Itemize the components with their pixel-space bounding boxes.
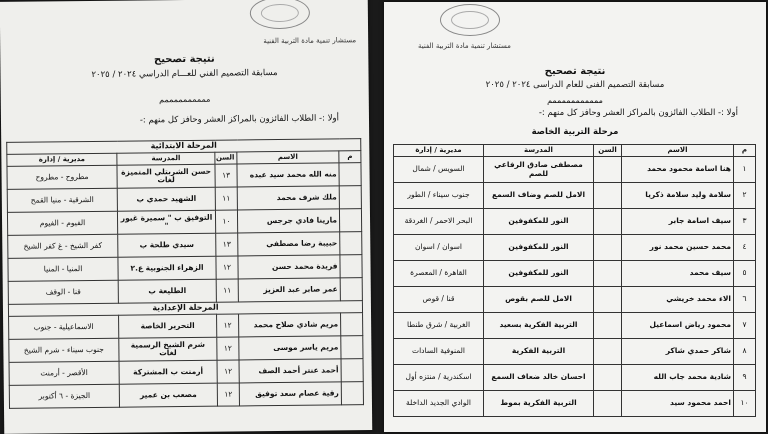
row-directorate: كفر الشيخ - غ كفر الشيخ bbox=[8, 234, 118, 258]
row-directorate: اسوان / اسوان bbox=[394, 235, 484, 261]
stage-primary-label: المرحلة الابتدائية bbox=[7, 139, 361, 155]
row-name: الاء محمد خريشي bbox=[622, 287, 734, 313]
row-name: محمود رياض اسماعيل bbox=[622, 313, 734, 339]
row-number: ١ bbox=[734, 157, 756, 183]
row-name: حبيبة رضا مصطفي bbox=[238, 232, 340, 256]
left-title: نتيجة تصحيح bbox=[153, 53, 215, 66]
stage-special-label: مرحلة التربية الخاصة bbox=[531, 127, 619, 137]
row-number bbox=[340, 232, 362, 255]
row-school: سيدي طلحة ب bbox=[118, 233, 216, 257]
row-school: التربية الفكرية بسعيد bbox=[484, 313, 594, 339]
row-number: ٨ bbox=[734, 339, 756, 365]
right-results-table bbox=[393, 144, 756, 417]
row-name: عمر صابر عبد العزيز bbox=[238, 278, 340, 302]
row-age: ١٠ bbox=[215, 210, 237, 233]
row-age bbox=[594, 339, 622, 365]
row-directorate: جنوب سيناء / الطور bbox=[394, 183, 484, 209]
row-age: ١٢ bbox=[216, 256, 238, 279]
row-number bbox=[341, 313, 363, 336]
row-name: مريم ياسر موسى bbox=[239, 336, 341, 360]
table-row bbox=[394, 235, 756, 261]
col-school: المدرسة bbox=[117, 152, 215, 165]
left-document-page bbox=[0, 0, 372, 434]
row-number bbox=[341, 359, 363, 382]
row-directorate: القاهرة / المعصرة bbox=[394, 261, 484, 287]
right-subtitle: مسابقة التصميم الفنى للعام الدراسى ٢٠٢٤ / ٢٠٢٥ bbox=[485, 80, 665, 90]
row-age: ١٢ bbox=[217, 314, 239, 337]
table-row bbox=[394, 261, 756, 287]
row-number bbox=[339, 163, 361, 186]
row-age bbox=[594, 313, 622, 339]
left-header: مستشار تنمية مادة التربية الفنية bbox=[263, 36, 357, 46]
row-name: فريدة محمد حسن bbox=[238, 255, 340, 279]
col-directorate: مديرية / إدارة bbox=[394, 145, 484, 157]
left-intro: أولا :- الطلاب الفائزون بالمراكز العشر وحافز كل منهم :- bbox=[139, 113, 340, 126]
row-school: احسان خالد ضعاف السمع bbox=[484, 365, 594, 391]
row-directorate: اسكندرية / منتزه أول bbox=[394, 365, 484, 391]
row-number: ٤ bbox=[734, 235, 756, 261]
ministry-seal-icon bbox=[250, 0, 310, 29]
row-age: ١١ bbox=[215, 187, 237, 210]
row-number bbox=[341, 382, 363, 405]
row-school: مصطفى صادق الرفاعي للصم bbox=[484, 157, 594, 183]
ministry-seal-icon bbox=[440, 4, 500, 36]
row-age: ١٣ bbox=[216, 233, 238, 256]
row-age bbox=[594, 365, 622, 391]
row-school: التربية الفكرية بموط bbox=[484, 391, 594, 417]
row-age: ١١ bbox=[216, 279, 238, 302]
row-age bbox=[594, 235, 622, 261]
table-row bbox=[9, 382, 363, 409]
row-age: ١٢ bbox=[217, 337, 239, 360]
row-directorate: قنا / قوص bbox=[394, 287, 484, 313]
row-school: الطليعة ب bbox=[118, 279, 216, 303]
table-row bbox=[394, 157, 756, 183]
row-name: سلامة وليد سلامة ذكريا bbox=[622, 183, 734, 209]
row-school: أرمنت ب المشتركة bbox=[119, 360, 217, 384]
row-school: النور للمكفوفين bbox=[484, 209, 594, 235]
row-school: الشهيد حمدي ب bbox=[117, 187, 215, 211]
col-name: الاسم bbox=[237, 151, 339, 164]
row-number bbox=[341, 336, 363, 359]
row-school: التحرير الخاصة bbox=[119, 314, 217, 338]
table-row bbox=[394, 365, 756, 391]
col-number: م bbox=[734, 145, 756, 157]
row-age: ١٣ bbox=[215, 164, 237, 187]
row-directorate: المنيا - المنيا bbox=[8, 257, 118, 281]
row-directorate: قنا - الوقف bbox=[8, 280, 118, 304]
left-dots: ممممممممممم bbox=[159, 94, 211, 105]
row-school: النور للمكفوفين bbox=[484, 261, 594, 287]
table-row bbox=[394, 183, 756, 209]
row-number: ٢ bbox=[734, 183, 756, 209]
row-directorate: المنوفية السادات bbox=[394, 339, 484, 365]
right-document-page bbox=[384, 2, 766, 432]
col-school: المدرسة bbox=[484, 145, 594, 157]
right-title: نتيجة تصحيح bbox=[544, 66, 606, 77]
row-name: محمد حسين محمد نور bbox=[622, 235, 734, 261]
row-number: ٦ bbox=[734, 287, 756, 313]
col-directorate: مديرية / إدارة bbox=[7, 153, 117, 166]
row-age: ١٢ bbox=[217, 383, 239, 406]
right-dots: مممممممممممم bbox=[547, 96, 603, 105]
row-name: شاكر حمدي شاكر bbox=[622, 339, 734, 365]
row-school: الزهراء الجنوبية ع.٢ bbox=[118, 256, 216, 280]
row-number bbox=[340, 255, 362, 278]
row-name: رقية عصام سعد توفيق bbox=[239, 382, 341, 406]
col-age: السن bbox=[215, 152, 237, 164]
row-school: الامل للصم بقوص bbox=[484, 287, 594, 313]
row-age bbox=[594, 261, 622, 287]
row-directorate: البحر الاحمر / الغردقة bbox=[394, 209, 484, 235]
row-school: التوفيق ب " سميرة غبور " bbox=[117, 210, 215, 234]
row-age bbox=[594, 287, 622, 313]
row-name: ملك شرف محمد bbox=[237, 186, 339, 210]
row-directorate: مطروح - مطروح bbox=[7, 165, 117, 189]
right-header: مستشار تنمية مادة التربية الفنية bbox=[418, 42, 511, 50]
left-subtitle: مسابقة التصميم الفني للعـــام الدراسي ٢٠٢٤ / ٢٠٢٥ bbox=[91, 68, 278, 80]
row-age bbox=[594, 209, 622, 235]
row-directorate: الغربية / شرق طنطا bbox=[394, 313, 484, 339]
col-number: م bbox=[339, 151, 361, 163]
row-number bbox=[340, 278, 362, 301]
row-name: مارينا فادي جرجس bbox=[237, 209, 339, 233]
stage-prep-label: المرحلة الإعدادية bbox=[8, 301, 362, 317]
row-directorate: الأقصر - أرمنت bbox=[9, 361, 119, 385]
row-school: النور للمكفوفين bbox=[484, 235, 594, 261]
row-school: مصعب بن عمير bbox=[119, 383, 217, 407]
col-age: السن bbox=[594, 145, 622, 157]
table-row bbox=[394, 339, 756, 365]
row-number: ٣ bbox=[734, 209, 756, 235]
row-number: ٥ bbox=[734, 261, 756, 287]
col-name: الاسم bbox=[622, 145, 734, 157]
row-directorate: الاسماعيلية - جنوب bbox=[8, 315, 118, 339]
right-intro: أولا :- الطلاب الفائزون بالمراكز العشر وحافز كل منهم :- bbox=[538, 108, 738, 118]
row-name: هنا اسامة محمود محمد bbox=[622, 157, 734, 183]
table-row bbox=[394, 313, 756, 339]
row-name: شادية محمد جاب الله bbox=[622, 365, 734, 391]
row-name: أحمد عنتر أحمد الصف bbox=[239, 359, 341, 383]
row-school: حسن الشربتلي المتميزة لغات bbox=[117, 164, 215, 188]
row-name: احمد محمود سيد bbox=[622, 391, 734, 417]
row-directorate: الشرقية - منيا القمح bbox=[7, 188, 117, 212]
row-directorate: السويس / شمال bbox=[394, 157, 484, 183]
row-number: ١٠ bbox=[734, 391, 756, 417]
row-age bbox=[594, 157, 622, 183]
row-name: سيف اسامة جابر bbox=[622, 209, 734, 235]
row-age bbox=[594, 183, 622, 209]
row-school: الامل للصم وضاف السمع bbox=[484, 183, 594, 209]
row-directorate: الفيوم - الفيوم bbox=[7, 211, 117, 235]
table-row bbox=[394, 287, 756, 313]
row-directorate: جنوب سيناء - شرم الشيخ bbox=[9, 338, 119, 362]
row-age bbox=[594, 391, 622, 417]
row-name: سيف محمد bbox=[622, 261, 734, 287]
table-row bbox=[394, 209, 756, 235]
row-number: ٩ bbox=[734, 365, 756, 391]
row-name: منه الله محمد سيد عبده bbox=[237, 163, 339, 187]
row-directorate: الجيزة - ٦ أكتوبر bbox=[9, 384, 119, 408]
row-age: ١٢ bbox=[217, 360, 239, 383]
row-name: مريم شادي صلاح محمد bbox=[239, 313, 341, 337]
row-school: التربية الفكرية bbox=[484, 339, 594, 365]
row-number bbox=[339, 186, 361, 209]
table-row bbox=[394, 391, 756, 417]
row-directorate: الوادي الجديد الداخلة bbox=[394, 391, 484, 417]
row-number: ٧ bbox=[734, 313, 756, 339]
row-school: شرم الشيخ الرسمية لغات bbox=[119, 337, 217, 361]
left-results-table bbox=[6, 138, 364, 409]
row-number bbox=[339, 209, 361, 232]
